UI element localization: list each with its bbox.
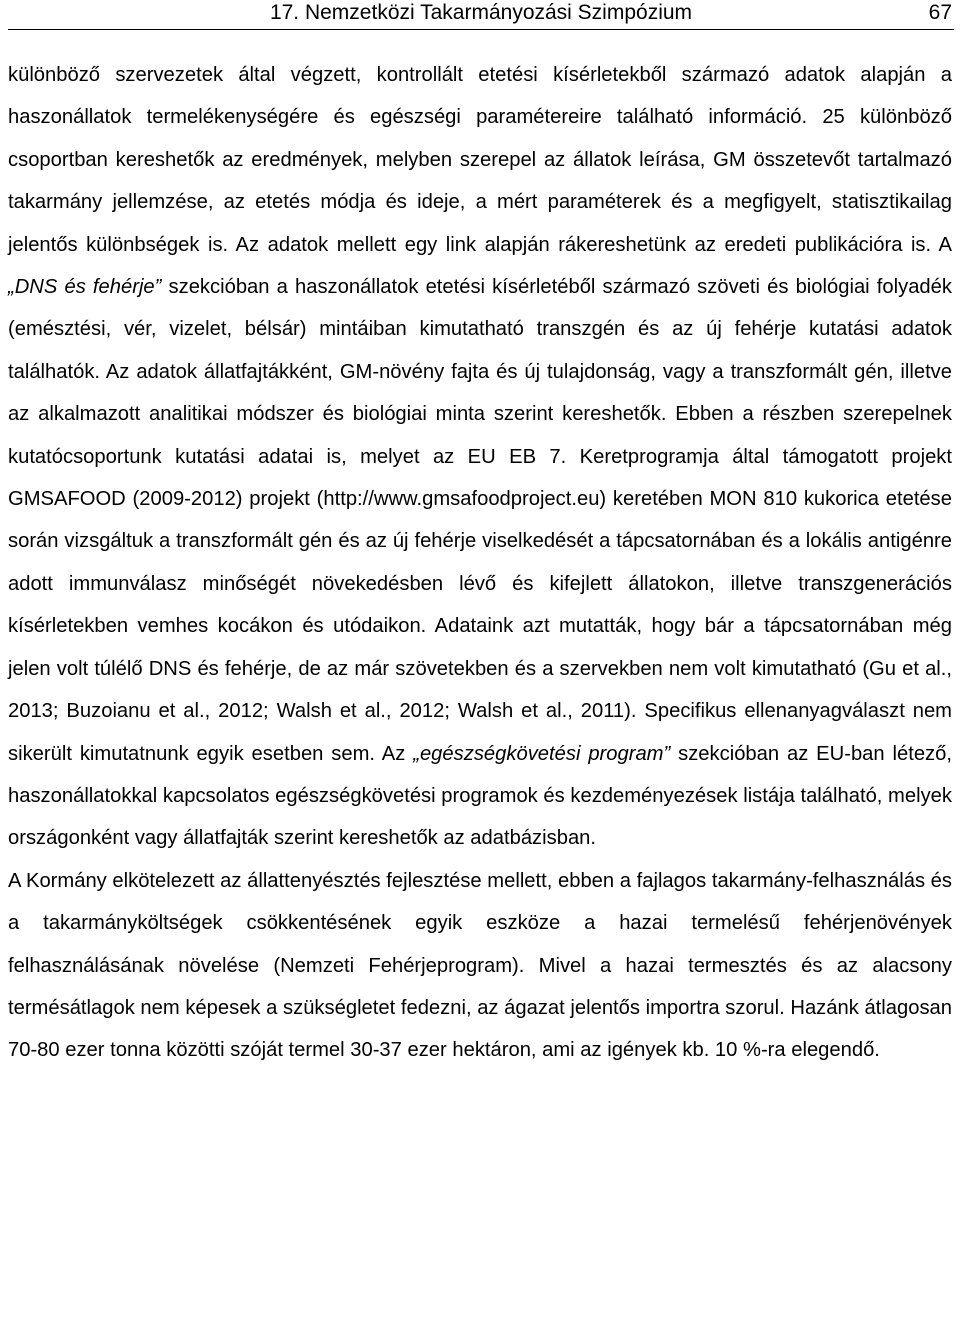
body-text (8, 54, 952, 1072)
section-name-dns-protein: „DNS és fehérje” (8, 276, 162, 299)
page-number: 67 (928, 1, 952, 24)
paragraph-1 (8, 54, 952, 860)
paragraph-1-text-c: szekcióban az EU-ban létező, haszonállatokkal kapcsolatos egészségkövetési programok és kezdeményezések listája található, melyek országonként vagy állatfajták szerint kereshetők az adatbázisban. (8, 742, 952, 850)
section-name-health-monitoring: „egészségkövetési program” (413, 742, 671, 765)
page-header (8, 0, 954, 30)
running-title: 17. Nemzetközi Takarmányozási Szimpózium (269, 1, 693, 24)
paragraph-2: A Kormány elkötelezett az állattenyésztés fejlesztése mellett, ebben a fajlagos takarmány-felhasználás és a takarmányköltségek csökkentésének egyik eszköze a hazai termelésű fehérjenövények felhasználásának növelése (Nemzeti Fehérjeprogram). Mivel a hazai termesztés és az alacsony termésátlagok nem képesek a szükségletet fedezni, az ágazat jelentős importra szorul. Hazánk átlagosan 70-80 ezer tonna közötti szóját termel 30-37 ezer hektáron, ami az igények kb. 10 %-ra elegendő. (8, 869, 952, 1062)
paragraph-1-text-a: különböző szervezetek által végzett, kontrollált etetési kísérletekből származó adatok alapján a haszonállatok termelékenységére és egészségi paramétereire található információ. 25 különböző csoportban kereshetők az eredmények, melyben szerepel az állatok leírása, GM összetevőt tartalmazó takarmány jellemzése, az etetés módja és ideje, a mért paraméterek és a megfigyelt, statisztikailag jelentős különbségek is. Az adatok mellett egy link alapján rákereshetünk az eredeti publikációra is. A (8, 64, 952, 256)
paragraph-1-text-b: szekcióban a haszonállatok etetési kísérletéből származó szöveti és biológiai folyadék (emésztési, vér, vizelet, bélsár) mintáiban kimutatható transzgén és az új fehérje kutatási adatok találhatók. Az adatok állatfajtákként, GM-növény fajta és új tulajdonság, vagy a transzformált gén, illetve az alkalmazott analitikai módszer és biológiai minta szerint kereshetők. Ebben a részben szerepelnek kutatócsoportunk kutatási adatai is, melyet az EU EB 7. Keretprogramja által támogatott projekt GMSAFOOD (2009-2012) projekt (http://www.gmsafoodproject.eu) keretében MON 810 kukorica etetése során vizsgáltuk a transzformált gén és az új fehérje viselkedését a tápcsatornában és a lokális antigénre adott immunválasz minőségét növekedésben lévő és kifejlett állatokon, illetve transzgenerációs kísérletekben vemhes kocákon és utódaikon. Adataink azt mutatták, hogy bár a tápcsatornában még jelen volt túlélő DNS és fehérje, de az már szövetekben és a szervekben nem volt kimutatható (Gu et al., 2013; Buzoianu et al., 2012; Walsh et al., 2012; Walsh et al., 2011). Specifikus ellenanyagválaszt nem sikerült kimutatnunk egyik esetben sem. Az (8, 276, 952, 765)
